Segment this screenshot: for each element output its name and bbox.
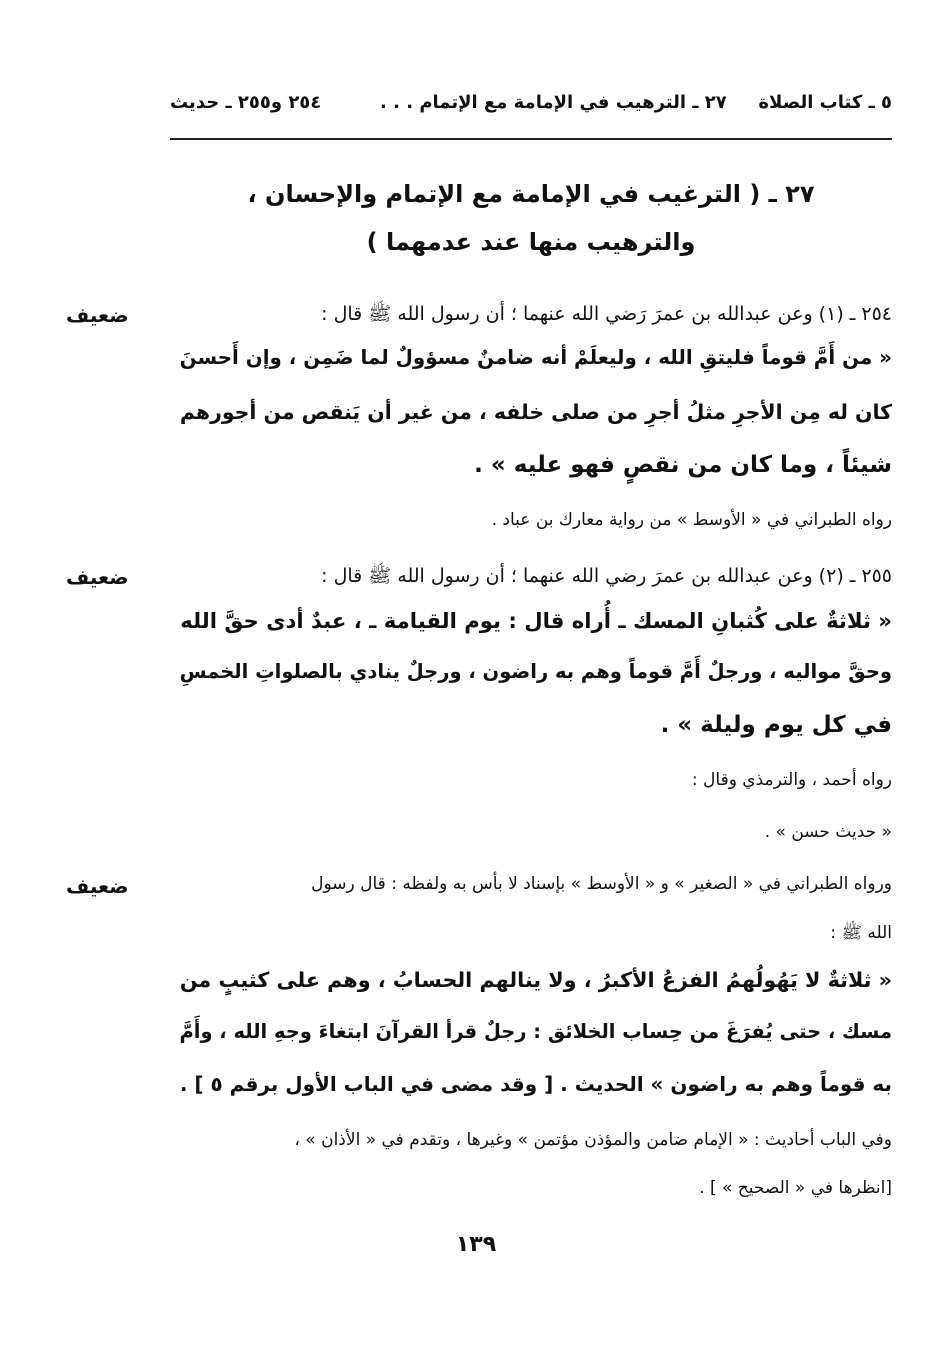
- header-hadith-range: ٢٥٤ و٢٥٥ ـ حديث: [170, 92, 322, 113]
- header-book-title: ٥ ـ كتاب الصلاة: [758, 92, 892, 113]
- footnote-line-2: [انظرها في « الصحيح » ] .: [699, 1178, 892, 1198]
- hadith-255-text-line-1: « ثلاثةٌ على كُثبانِ المسك ـ أُراه قال : يوم القيامة ـ ، عبدٌ أدى حقَّ الله: [180, 608, 892, 633]
- tabarani-text-line-2: مسك ، حتى يُفرَغَ من حِساب الخلائق : رجلٌ قرأ القرآنَ ابتغاءَ وجهِ الله ، وأَمَّ: [179, 1020, 892, 1043]
- header-chapter-title: ٢٧ ـ الترهيب في الإمامة مع الإتمام . . .: [380, 92, 727, 113]
- tabarani-intro-line-2: الله ﷺ :: [830, 923, 892, 943]
- hadith-254-source: رواه الطبراني في « الأوسط » من رواية معارك بن عباد .: [491, 510, 892, 530]
- hadith-254-text-line-3: شيئاً ، وما كان من نقصٍ فهو عليه » .: [474, 452, 892, 478]
- hadith-254-text-line-1: « من أَمَّ قوماً فليتقِ الله ، وليعلَمْ أنه ضامنٌ مسؤولٌ لما ضَمِن ، وإن أَحسنَ: [179, 346, 892, 369]
- header-divider: [170, 138, 892, 140]
- hadith-255-grade: ضعيف: [66, 565, 129, 589]
- chapter-title-line-2: والترهيب منها عند عدمهما ): [366, 228, 696, 256]
- chapter-title-line-1: ٢٧ ـ ( الترغيب في الإمامة مع الإتمام والإحسان ،: [247, 180, 815, 208]
- tabarani-grade: ضعيف: [66, 874, 129, 898]
- hadith-255-text-line-2: وحقَّ مواليه ، ورجلٌ أَمَّ قوماً وهم به راضون ، ورجلٌ ينادي بالصلواتِ الخمسِ: [179, 660, 892, 683]
- hadith-255-source: رواه أحمد ، والترمذي وقال :: [691, 770, 892, 790]
- hadith-254-text-line-2: كان له مِن الأجرِ مثلُ أجرِ من صلى خلفه ، من غير أن يَنقص من أجورهم: [179, 400, 892, 424]
- hadith-254-grade: ضعيف: [66, 303, 129, 327]
- hadith-255-intro: ٢٥٥ ـ (٢) وعن عبدالله بن عمرَ رضي الله عنهما ؛ أن رسول الله ﷺ قال :: [321, 565, 892, 587]
- page-number: ١٣٩: [455, 1232, 497, 1257]
- tabarani-intro-line-1: ورواه الطبراني في « الصغير » و « الأوسط » بإسناد لا بأس به ولفظه : قال رسول: [311, 874, 892, 894]
- hadith-255-verdict: « حديث حسن » .: [764, 822, 892, 842]
- hadith-255-text-line-3: في كل يوم وليلة » .: [660, 712, 892, 738]
- footnote-line-1: وفي الباب أحاديث : « الإمام ضامن والمؤذن مؤتمن » وغيرها ، وتقدم في « الأذان » ،: [294, 1130, 892, 1150]
- tabarani-text-line-3: به قوماً وهم به راضون » الحديث . [ وقد مضى في الباب الأول برقم ٥ ] .: [179, 1072, 892, 1096]
- hadith-254-intro: ٢٥٤ ـ (١) وعن عبدالله بن عمرَ رَضي الله عنهما ؛ أن رسول الله ﷺ قال :: [321, 303, 892, 325]
- tabarani-text-line-1: « ثلاثةٌ لا يَهُولُهمُ الفزعُ الأكبرُ ، ولا ينالهم الحسابُ ، وهم على كثيبٍ من: [179, 968, 892, 992]
